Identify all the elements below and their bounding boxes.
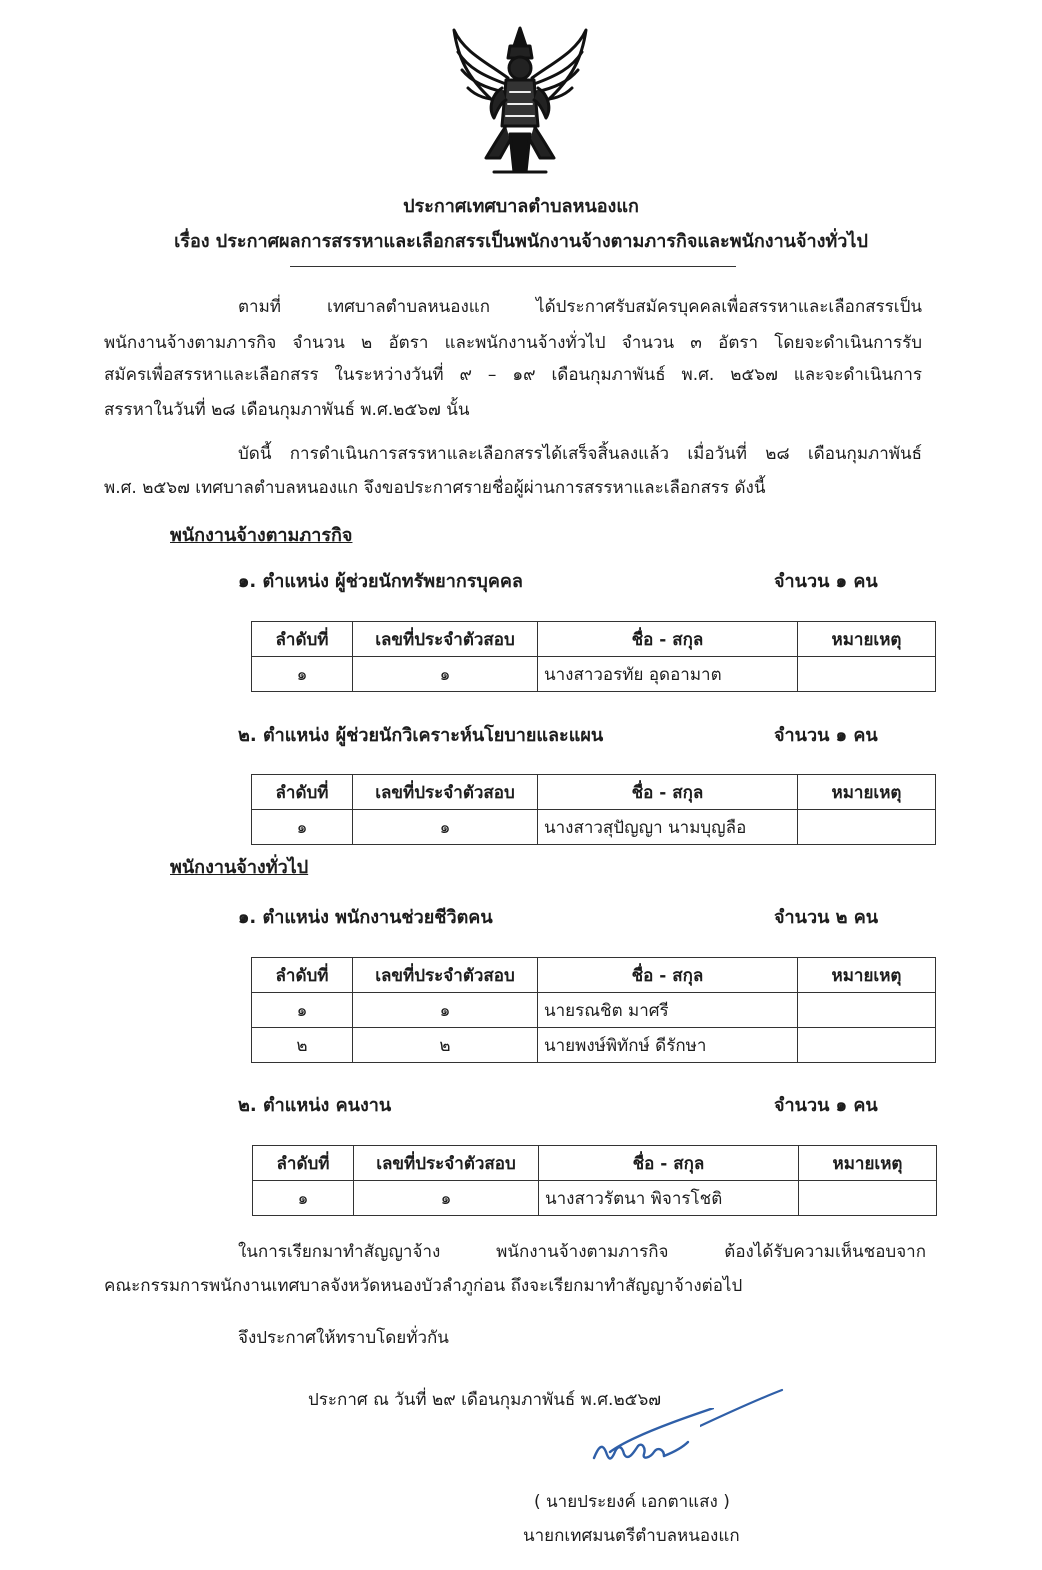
- table-row: [252, 657, 936, 692]
- paragraph-3-line-2: คณะกรรมการพนักงานเทศบาลจังหวัดหนองบัวลำภูก่อน ถึงจะเรียกมาทำสัญญาจ้างต่อไป: [104, 1276, 743, 1296]
- cell-name: นางสาวสุปัญญา นามบุญลือ: [538, 810, 798, 845]
- signer-name: ( นายประยงค์ เอกตาแสง ): [534, 1492, 730, 1512]
- position-count: จำนวน ๑ คน: [774, 725, 878, 746]
- announcement-subject: เรื่อง ประกาศผลการสรรหาและเลือกสรรเป็นพนักงานจ้างตามภารกิจและพนักงานจ้างทั่วไป: [174, 231, 868, 252]
- paragraph-2-line-1: บัดนี้ การดำเนินการสรรหาและเลือกสรรได้เสร็จสิ้นลงแล้ว เมื่อวันที่ ๒๘ เดือนกุมภาพันธ์: [238, 444, 922, 464]
- paragraph-2-line-2: พ.ศ. ๒๕๖๗ เทศบาลตำบลหนองแก จึงขอประกาศรายชื่อผู้ผ่านการสรรหาและเลือกสรร ดังนี้: [104, 478, 766, 498]
- header-order: ลำดับที่: [252, 958, 353, 993]
- announcement-title: ประกาศเทศบาลตำบลหนองแก: [403, 196, 639, 217]
- cell-name: นางสาวอรทัย อุดอามาต: [538, 657, 798, 692]
- header-name: ชื่อ - สกุล: [538, 958, 798, 993]
- cell-exam-id: ๑: [354, 1181, 539, 1216]
- cell-exam-id: ๑: [353, 657, 538, 692]
- paragraph-1-line-4: สรรหาในวันที่ ๒๘ เดือนกุมภาพันธ์ พ.ศ.๒๕๖๗ นั้น: [104, 400, 470, 420]
- header-name: ชื่อ - สกุล: [538, 622, 798, 657]
- header-name: ชื่อ - สกุล: [538, 775, 798, 810]
- header-exam-id: เลขที่ประจำตัวสอบ: [354, 1146, 539, 1181]
- table-header-row: [252, 775, 936, 810]
- cell-name: นายรณชิต มาศรี: [538, 993, 798, 1028]
- table-row: [252, 810, 936, 845]
- cell-order: ๑: [252, 993, 353, 1028]
- header-remark: หมายเหตุ: [798, 775, 936, 810]
- header-exam-id: เลขที่ประจำตัวสอบ: [353, 622, 538, 657]
- signer-title: นายกเทศมนตรีตำบลหนองแก: [523, 1526, 740, 1546]
- position-count: จำนวน ๑ คน: [774, 1095, 878, 1116]
- paragraph-4: จึงประกาศให้ทราบโดยทั่วกัน: [238, 1328, 449, 1348]
- results-table: [252, 1145, 937, 1216]
- cell-remark: [798, 1028, 936, 1063]
- header-name: ชื่อ - สกุล: [539, 1146, 799, 1181]
- position-title: ๑. ตำแหน่ง ผู้ช่วยนักทรัพยากรบุคคล: [238, 571, 523, 592]
- header-exam-id: เลขที่ประจำตัวสอบ: [353, 958, 538, 993]
- position-count: จำนวน ๑ คน: [774, 571, 878, 592]
- position-count: จำนวน ๒ คน: [774, 907, 879, 928]
- garuda-emblem-icon: [446, 22, 594, 180]
- cell-remark: [798, 993, 936, 1028]
- paragraph-3-line-1: ในการเรียกมาทำสัญญาจ้าง พนักงานจ้างตามภารกิจ ต้องได้รับความเห็นชอบจาก: [238, 1242, 926, 1262]
- results-table: [251, 774, 936, 845]
- paragraph-1-line-1: ตามที่ เทศบาลตำบลหนองแก ได้ประกาศรับสมัครบุคคลเพื่อสรรหาและเลือกสรรเป็น: [238, 297, 922, 317]
- signature-flourish-icon: [700, 1388, 784, 1428]
- table-header-row: [252, 622, 936, 657]
- paragraph-1-line-3: สมัครเพื่อสรรหาและเลือกสรร ในระหว่างวันที่ ๙ – ๑๙ เดือนกุมภาพันธ์ พ.ศ. ๒๕๖๗ และจะดำเนินการ: [104, 365, 922, 385]
- cell-name: นางสาวรัตนา พิจารโชติ: [539, 1181, 799, 1216]
- header-order: ลำดับที่: [252, 622, 353, 657]
- cell-exam-id: ๑: [353, 993, 538, 1028]
- header-remark: หมายเหตุ: [798, 622, 936, 657]
- cell-order: ๑: [253, 1181, 354, 1216]
- cell-order: ๑: [252, 810, 353, 845]
- announcement-date: ประกาศ ณ วันที่ ๒๙ เดือนกุมภาพันธ์ พ.ศ.๒๕๖๗: [308, 1390, 662, 1410]
- header-remark: หมายเหตุ: [799, 1146, 937, 1181]
- header-remark: หมายเหตุ: [798, 958, 936, 993]
- cell-remark: [798, 657, 936, 692]
- cell-name: นายพงษ์พิทักษ์ ดีรักษา: [538, 1028, 798, 1063]
- table-header-row: [252, 958, 936, 993]
- results-table: [251, 957, 936, 1063]
- cell-exam-id: ๑: [353, 810, 538, 845]
- position-title: ๒. ตำแหน่ง คนงาน: [238, 1095, 392, 1116]
- header-exam-id: เลขที่ประจำตัวสอบ: [353, 775, 538, 810]
- section-heading-general-staff: พนักงานจ้างทั่วไป: [170, 857, 309, 878]
- table-header-row: [253, 1146, 937, 1181]
- position-title: ๑. ตำแหน่ง พนักงานช่วยชีวิตคน: [238, 907, 493, 928]
- table-row: [252, 1028, 936, 1063]
- results-table: [251, 621, 936, 692]
- cell-remark: [799, 1181, 937, 1216]
- cell-exam-id: ๒: [353, 1028, 538, 1063]
- position-title: ๒. ตำแหน่ง ผู้ช่วยนักวิเคราะห์นโยบายและแผน: [238, 725, 604, 746]
- signature-icon: [584, 1408, 714, 1478]
- section-heading-mission-staff: พนักงานจ้างตามภารกิจ: [170, 525, 353, 546]
- table-row: [253, 1181, 937, 1216]
- header-order: ลำดับที่: [252, 775, 353, 810]
- header-order: ลำดับที่: [253, 1146, 354, 1181]
- paragraph-1-line-2: พนักงานจ้างตามภารกิจ จำนวน ๒ อัตรา และพนักงานจ้างทั่วไป จำนวน ๓ อัตรา โดยจะดำเนินการรับ: [104, 333, 922, 353]
- title-divider: [290, 266, 736, 267]
- cell-remark: [798, 810, 936, 845]
- cell-order: ๒: [252, 1028, 353, 1063]
- cell-order: ๑: [252, 657, 353, 692]
- table-row: [252, 993, 936, 1028]
